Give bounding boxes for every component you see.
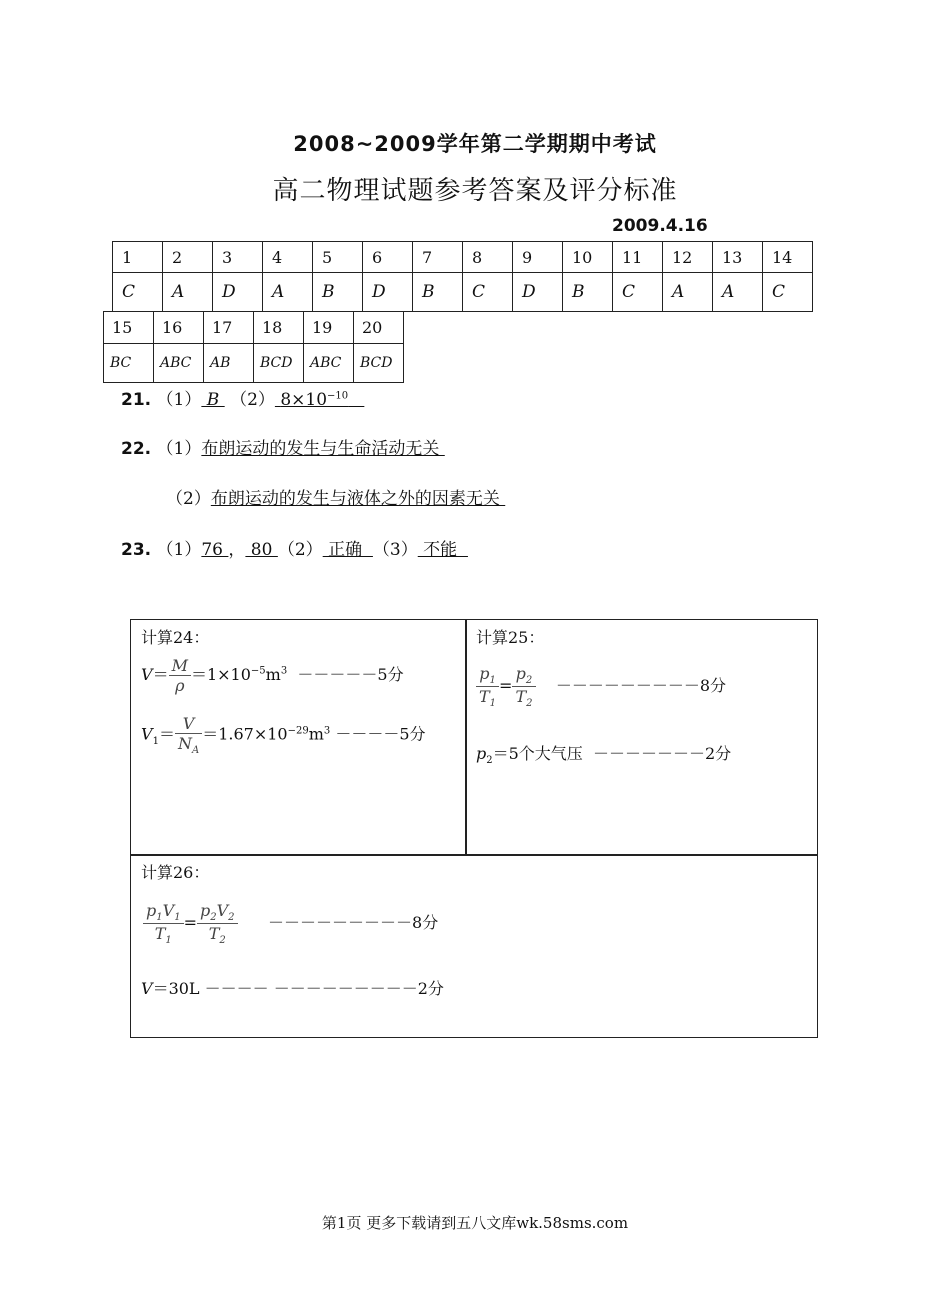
question-number: 16 <box>154 312 204 344</box>
answer-blank: 76 <box>201 540 229 560</box>
den-subscript: A <box>191 745 200 757</box>
part-label: （2） <box>277 540 323 560</box>
question-number: 7 <box>413 242 463 273</box>
answer-cell: BC <box>104 344 154 383</box>
subscript: 1 <box>489 675 496 687</box>
subscript: 1 <box>174 912 181 924</box>
score: －－－－－－－－－8分 <box>555 676 727 696</box>
subscript: 1 <box>152 735 159 747</box>
denominator <box>143 924 184 946</box>
calc-25-line-2 <box>476 741 731 766</box>
question-number: 18 <box>254 312 304 344</box>
answer-cell: BCD <box>354 344 404 383</box>
subscript: 2 <box>525 675 533 687</box>
symbol: p <box>515 664 526 683</box>
symbol: p <box>146 901 157 920</box>
subscript: 2 <box>219 935 226 947</box>
answer-cell: A <box>163 273 213 312</box>
calc-26-box <box>130 854 818 1038</box>
answer-cell: B <box>563 273 613 312</box>
var: p <box>476 744 487 763</box>
calc-24-line-2 <box>141 714 426 756</box>
fraction <box>476 664 499 709</box>
fraction <box>197 901 238 946</box>
answer-cell: A <box>713 273 763 312</box>
symbol: T <box>515 687 527 707</box>
eq: ＝ <box>158 724 175 744</box>
question-22-part-1 <box>121 434 445 459</box>
subscript: 1 <box>489 698 497 710</box>
symbol: T <box>208 924 220 944</box>
part-label: （3） <box>372 540 418 560</box>
score: －－－－－－－2分 <box>592 744 732 763</box>
fraction <box>512 664 535 709</box>
question-number: 11 <box>613 242 663 273</box>
denominator <box>197 924 238 946</box>
part-label: （2） <box>166 489 211 509</box>
denominator <box>512 687 535 709</box>
question-number-label: 21. <box>121 390 152 410</box>
answer-cell: D <box>363 273 413 312</box>
answer-cell: D <box>213 273 263 312</box>
symbol: T <box>154 924 166 944</box>
fraction <box>169 656 191 695</box>
subscript: 1 <box>165 935 172 947</box>
result: ＝1.67×10 <box>202 724 288 744</box>
calc-24-label: 计算24： <box>141 628 210 647</box>
question-number-label: 23. <box>121 540 152 560</box>
eq: = <box>183 913 197 933</box>
exam-title: 2008~2009学年第二学期期中考试 <box>293 132 657 156</box>
answer-cell: B <box>313 273 363 312</box>
unit-exponent: 3 <box>280 665 288 677</box>
var: V <box>141 724 153 744</box>
score: －－－－－5分 <box>297 665 404 684</box>
calc-25-box <box>465 619 818 856</box>
numerator <box>143 901 184 924</box>
answer-cell: AB <box>204 344 254 383</box>
question-number: 8 <box>463 242 513 273</box>
result: ＝5个大气压 <box>492 744 583 763</box>
eq: ＝ <box>152 665 169 684</box>
unit: m <box>265 665 281 684</box>
subscript: 2 <box>228 912 235 924</box>
answer-cell: C <box>763 273 813 312</box>
answer-cell: A <box>263 273 313 312</box>
question-22-part-2 <box>166 484 505 509</box>
answer-cell: B <box>413 273 463 312</box>
question-number-row <box>113 242 813 273</box>
score: －－－－ －－－－－－－－－2分 <box>204 979 444 998</box>
answer-blank: 不能 <box>417 540 468 560</box>
answer-blank: 布朗运动的发生与生命活动无关 <box>201 439 445 459</box>
numerator: M <box>169 656 191 676</box>
question-number: 9 <box>513 242 563 273</box>
mc-answer-table-1 <box>112 241 813 312</box>
answer-blank: 布朗运动的发生与液体之外的因素无关 <box>210 489 506 509</box>
mc-answer-table-2 <box>103 311 404 383</box>
answer-blank: B <box>201 390 225 410</box>
denominator <box>175 734 202 756</box>
question-number: 12 <box>663 242 713 273</box>
question-number-label: 22. <box>121 439 152 459</box>
question-number-row <box>104 312 404 344</box>
answer-cell: C <box>463 273 513 312</box>
question-number: 3 <box>213 242 263 273</box>
denominator: ρ <box>175 676 185 695</box>
result: ＝30L <box>152 979 200 998</box>
subscript: 2 <box>486 755 493 767</box>
question-number: 17 <box>204 312 254 344</box>
symbol: V <box>162 901 175 920</box>
den-symbol: N <box>177 734 192 753</box>
exponent: −5 <box>250 665 266 677</box>
answer-cell: D <box>513 273 563 312</box>
question-number: 2 <box>163 242 213 273</box>
question-number: 19 <box>304 312 354 344</box>
question-number: 10 <box>563 242 613 273</box>
exam-date: 2009.4.16 <box>612 216 708 236</box>
question-number: 13 <box>713 242 763 273</box>
score: －－－－－－－－－8分 <box>268 913 439 933</box>
calc-26-label: 计算26： <box>141 863 210 882</box>
denominator <box>476 687 499 709</box>
part-label: （2） <box>230 390 275 410</box>
part-label: （1） <box>156 439 202 459</box>
question-number: 14 <box>763 242 813 273</box>
part-label: （1） <box>156 390 202 410</box>
question-number: 6 <box>363 242 413 273</box>
calc-26-line-1 <box>143 901 438 946</box>
answer-key-title: 高二物理试题参考答案及评分标准 <box>272 176 678 206</box>
symbol: p <box>479 664 490 683</box>
calc-24-box <box>130 619 467 856</box>
subscript: 2 <box>526 698 533 710</box>
page-footer: 第1页 更多下载请到五八文库wk.58sms.com <box>321 1214 629 1232</box>
answer-row <box>113 273 813 312</box>
answer-blank <box>275 390 364 410</box>
answer-cell: A <box>663 273 713 312</box>
question-21 <box>121 385 364 410</box>
unit: m <box>308 724 324 744</box>
question-23 <box>121 535 468 560</box>
result: ＝1×10 <box>190 665 251 684</box>
answer-cell: ABC <box>304 344 354 383</box>
numerator <box>476 664 499 687</box>
answer-exponent: −10 <box>327 390 349 402</box>
var: V <box>141 979 153 998</box>
question-number: 1 <box>113 242 163 273</box>
symbol: T <box>479 687 490 707</box>
symbol: p <box>199 901 211 920</box>
answer-cell: ABC <box>154 344 204 383</box>
answer-cell: C <box>113 273 163 312</box>
answer-row <box>104 344 404 383</box>
question-number: 5 <box>313 242 363 273</box>
numerator <box>197 901 238 924</box>
answer-blank: 正确 <box>322 540 373 560</box>
part-label: （1） <box>156 540 202 560</box>
score: －－－－5分 <box>335 724 426 744</box>
numerator <box>512 664 535 687</box>
question-number: 20 <box>354 312 404 344</box>
separator: ， <box>228 540 246 560</box>
question-number: 15 <box>104 312 154 344</box>
calc-25-label: 计算25： <box>476 628 545 647</box>
answer-base: 8×10 <box>280 390 328 410</box>
answer-cell: C <box>613 273 663 312</box>
var: V <box>141 665 153 684</box>
subscript: 2 <box>210 912 217 924</box>
exponent: −29 <box>287 725 309 737</box>
symbol: V <box>216 901 229 920</box>
unit-exponent: 3 <box>323 725 331 737</box>
fraction <box>175 714 202 756</box>
answer-cell: BCD <box>254 344 304 383</box>
eq: = <box>499 676 513 696</box>
question-number: 4 <box>263 242 313 273</box>
calc-24-line-1 <box>141 656 404 695</box>
fraction <box>143 901 184 946</box>
subscript: 1 <box>156 912 163 924</box>
calc-25-line-1 <box>476 664 726 709</box>
answer-blank: 80 <box>245 540 278 560</box>
calc-26-line-2 <box>141 976 444 999</box>
numerator: V <box>175 714 202 734</box>
